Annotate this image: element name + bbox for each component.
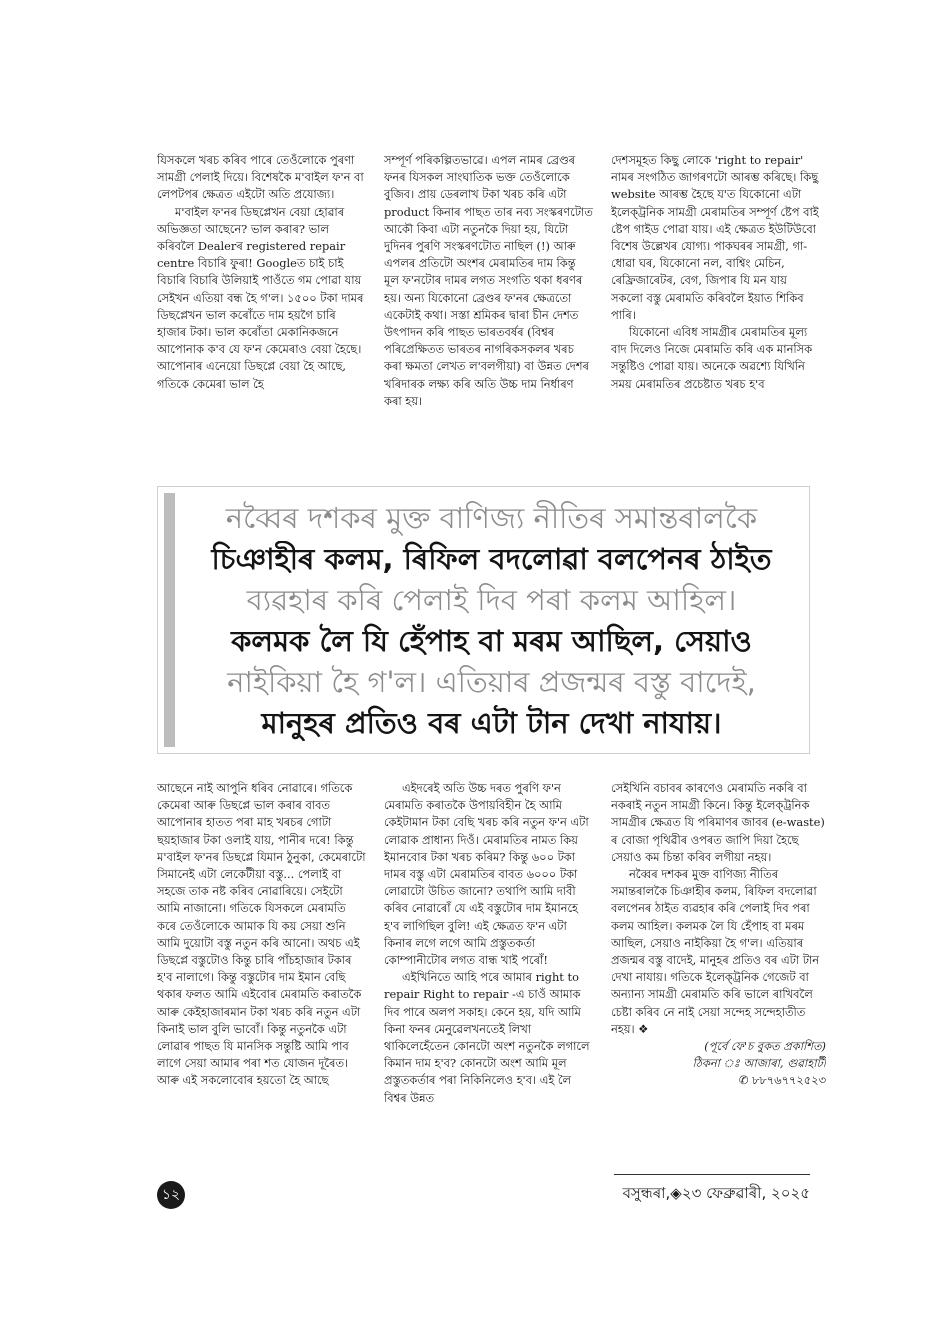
pull-quote-line: নাইকিয়া হৈ গ'ল। এতিয়াৰ প্ৰজন্মৰ বস্তু বাদেই, xyxy=(227,664,756,699)
footer-magazine-date: বসুন্ধৰা,◈২৩ ফেব্ৰুৱাৰী, ২০২৫ xyxy=(622,1184,810,1202)
bottom-column-2 xyxy=(384,780,594,1170)
footer-rule xyxy=(614,1174,810,1175)
pull-quote-lines xyxy=(180,497,803,743)
article-paragraph: সম্পূৰ্ণ পৰিকল্পিতভাৱে। এপল নামৰ ব্ৰেণ্ডৰ ফনৰ যিসকল সাংঘাতিক ভক্ত তেওঁলোকে বুজিব। প্ৰায় ডেৰলাখ টকা খৰচ কৰি এটা product কিনাৰ পাছত তাৰ নব্য সংস্কৰণটোত আকৌ কিবা এটা নতুনকৈ দিয়া হয়, যিটো দুদিনৰ পুৰণি সংস্কৰণটোত নাছিল (!) আৰু এপলৰ প্ৰতিটো অংশৰ মেৰামতিৰ দাম কিন্তু মূল ফ'নটোৰ দামৰ লগত সংগতি থকা ধৰণৰ হয়। অন্য যিকোনো ব্ৰেণ্ডৰ ফ'নৰ ক্ষেত্ৰতো একেটাই কথা। সস্তা শ্ৰমিকৰ দ্বাৰা চীন দেশত উৎপাদন কৰি পাছত ভাৰতবৰ্ষৰ (বিশ্বৰ পৰিপ্ৰেক্ষিতত ভাৰতৰ নাগৰিকসকলৰ খৰচ কৰা ক্ষমতা লেখত ল'বলগীয়া) বা উন্নত দেশৰ খৰিদাৰক লক্ষ্য কৰি অতি উচ্চ দাম নিৰ্ধাৰণ কৰা হয়। xyxy=(384,153,593,408)
bottom-column-3 xyxy=(611,780,826,1170)
pull-quote-line: ব্যৱহাৰ কৰি পেলাই দিব পৰা কলম আহিল। xyxy=(246,582,737,617)
pull-quote-box xyxy=(157,486,810,754)
article-paragraph: এইখিনিতে আহি পৰে আমাৰ right to repair Right to repair -এ চাওঁ আমাক দিব পাৰে অলপ সকাহ। কেনে হয়, যদি আমি কিনা ফনৰ মেনুৱেলখনতেই লিখা থাকিলেহেঁতেন কোনটো অংশ নতুনকৈ লগালে কিমান দাম হ'ব? কোনটো অংশ আমি মূল প্ৰস্তুতকৰ্তাৰ পৰা নিকিনিলেও হ'ব। এই লৈ বিশ্বৰ উন্নত xyxy=(384,970,590,1105)
bottom-column-1 xyxy=(157,780,367,1170)
article-paragraph: দেশসমূহত কিছু লোকে 'right to repair' নামৰ সংগঠিত জাগৰণটো আৰম্ভ কৰিছে। কিছু website আৰম্ভ হৈছে য'ত যিকোনো এটা ইলেক্‌ট্ৰনিক সামগ্ৰী মেৰামতিৰ সম্পূৰ্ণ ষ্টেপ বাই ষ্টেপ গাইড পোৱা যায়। এই ক্ষেত্ৰত ইউটিউবো বিশেষ উল্লেখৰ যোগ্য। পাকঘৰৰ সামগ্ৰী, গা-ধোৱা ঘৰ, যিকোনো নল, বাশ্বিং মেচিন, ৰেফ্ৰিজাৰেটৰ, বেগ, জিপাৰ যি মন যায় সকলো বস্তু মেৰামতি কৰিবলৈ ইয়াত শিকিব পাৰি। xyxy=(611,153,819,322)
pull-quote-bar xyxy=(164,493,175,747)
article-paragraph: যিসকলে খৰচ কৰিব পাৰে তেওঁলোকে পুৰণা সামগ্ৰী পেলাই দিয়ে। বিশেষকৈ ম'বাইল ফ'ন বা লেপটপৰ ক্ষেত্ৰত এইটো অতি প্ৰযোজ্য। xyxy=(157,153,364,202)
article-paragraph: সেইখিনি বচাবৰ কাৰণেও মেৰামতি নকৰি বা নকৰাই নতুন সামগ্ৰী কিনে। কিন্তু ইলেক্‌ট্ৰনিক সামগ্ৰীৰ ক্ষেত্ৰত যি পৰিমাণৰ জাবৰ (e-waste) ৰ বোজা পৃথিৱীৰ ওপৰত জাপি দিয়া হৈছে সেয়াও কম চিন্তা কৰিব লগীয়া নহয়। xyxy=(611,781,825,864)
top-column-1 xyxy=(157,152,367,472)
pull-quote-line: মানুহৰ প্ৰতিও বৰ এটা টান দেখা নাযায়। xyxy=(261,705,722,740)
page-number: ১২ xyxy=(157,1181,185,1209)
pull-quote-line: নব্বৈৰ দশকৰ মুক্ত বাণিজ্য নীতিৰ সমান্তৰালকৈ xyxy=(225,500,758,535)
top-column-3 xyxy=(611,152,821,472)
article-paragraph: যিকোনো এবিধ সামগ্ৰীৰ মেৰামতিৰ মূল্য বাদ দিলেও নিজে মেৰামতি কৰি এক মানসিক সন্তুষ্টিও পোৱা যায়। অনেকে অৱশ্যে যিখিনি সময় মেৰামতিৰ প্ৰচেষ্টাত খৰচ হ'ব xyxy=(611,325,813,391)
article-paragraph: ম'বাইল ফ'নৰ ডিছপ্লেখন বেয়া হোৱাৰ অভিজ্ঞতা আছেনে? ভাল কৰাৰ? ভাল কৰিবলৈ Dealerৰ registered repair centre বিচাৰি ফুৰা! Googleত চাই চাই বিচাৰি বিচাৰি উলিয়াই পাওঁতে গম পোৱা যায় সেইখন এতিয়া বন্ধ হৈ গ'ল। ১৫০০ টকা দামৰ ডিছপ্লেখন ভাল কৰোঁতে দাম হয়গৈ চাৰি হাজাৰ টকা। ভাল কৰোঁতা মেকানিকজনে আপোনাক ক'ব যে ফ'ন কেমেৰাও বেয়া হৈছে। আপোনাৰ এনেয়ো ডিছপ্লে বেয়া হৈ আছে, গতিকে কেমেৰা ভাল হৈ xyxy=(157,204,364,391)
top-column-2 xyxy=(384,152,594,472)
article-paragraph: ঠিকনা ঃ আজাৰা, গুৱাহাটী xyxy=(692,1056,826,1071)
article-paragraph: আছেনে নাই আপুনি ধৰিব নোৱাৰে। গতিকে কেমেৰা আৰু ডিছপ্লে ভাল কৰাৰ বাবত আপোনাৰ হাতত পৰা মাহ খৰচৰ গোটা ছয়হাজাৰ টকা ওলাই যায়, পানীৰ দৰে! কিন্তু ম'বাইল ফ'নৰ ডিছপ্লে যিমান ঠুনুকা, কেমেৰাটো সিমানেই এটা লেকেটীয়া বস্তু... পেলাই বা সহজে তাক নষ্ট কৰিব নোৱাৰিয়ে। সেইটো আমি নাজানো। গতিকে যিসকলে মেৰামতি কৰে তেওঁলোকে আমাক যি কয় সেয়া শুনি আমি দুয়োটা বস্তু নতুন কৰি আনো। অথচ এই ডিছপ্লে বস্তুটোও কিন্তু চাৰি পাঁচহাজাৰ টকাৰ হ'ব নালাগে। কিন্তু বস্তুটোৰ দাম ইমান বেছি থকাৰ ফলত আমি এইবোৰ মেৰামতি কৰাতকৈ আৰু কেইহাজাৰমান টকা খৰচ কৰি নতুন এটা কিনাই ভাল বুলি ভাবোঁ। কিন্তু নতুনকৈ এটা লোৱাৰ পাছত যি মানসিক সন্তুষ্টি আমি পাব লাগে সেয়া আমাৰ পৰা শত যোজন দূৰৈত। আৰু এই সকলোবোৰ হয়তো হৈ আছে xyxy=(157,781,366,1088)
pull-quote-line: কলমক লৈ যি হেঁপাহ বা মৰম আছিল, সেয়াও xyxy=(231,623,752,658)
pull-quote-line: চিঞাহীৰ কলম, ৰিফিল বদলোৱা বলপেনৰ ঠাইত xyxy=(211,541,772,576)
article-paragraph: এইদৰেই অতি উচ্চ দৰত পুৰণি ফ'ন মেৰামতি কৰাতকৈ উপায়বিহীন হৈ আমি কেইটামান টকা বেছি খৰচ কৰি নতুন ফ'ন এটা লোৱাক প্ৰাধান্য দিওঁ। মেৰামতিৰ নামত কিয় ইমানবোৰ টকা খৰচ কৰিম? কিন্তু ৬০০ টকা দামৰ বস্তু এটা মেৰামতিৰ বাবত ৬০০০ টকা লোৱাটো উচিত জানো? তথাপি আমি দাবী কৰিব নোৱাৰোঁ যে এই বস্তুটোৰ দাম ইমানহে হ'ব লাগিছিল বুলি! এই ক্ষেত্ৰত ফ'ন এটা কিনাৰ লগে লগে আমি প্ৰস্তুতকৰ্তা কোম্পানীটোৰ লগত বান্ধ খাই পৰোঁ! xyxy=(384,781,589,968)
article-paragraph: ✆ ৮৮৭৬৭৭২৫২৩ xyxy=(738,1073,826,1088)
article-paragraph: (পূৰ্বে ফে'চ বুকত প্ৰকাশিত) xyxy=(704,1039,826,1054)
article-paragraph: নব্বৈৰ দশকৰ মুক্ত বাণিজ্য নীতিৰ সমান্তৰালকৈ চিঞাহীৰ কলম, ৰিফিল বদলোৱা বলপেনৰ ঠাইত ব্যৱহাৰ কৰি পেলাই দিব পৰা কলম আহিল। কলমক লৈ যি হেঁপাহ বা মৰম আছিল, সেয়াও নাইকিয়া হৈ গ'ল। এতিয়াৰ প্ৰজন্মৰ বস্তু বাদেই, মানুহৰ প্ৰতিও বৰ এটা টান দেখা নাযায়। গতিকে ইলেক্‌ট্ৰনিক গেজেট বা অন্যান্য সামগ্ৰী মেৰামতি কৰি ভালে ৰাখিবলৈ চেষ্টা কৰিব নে নাই সেয়া সন্দেহ সন্দেহাতীত নহয়। ❖ xyxy=(611,867,820,1036)
